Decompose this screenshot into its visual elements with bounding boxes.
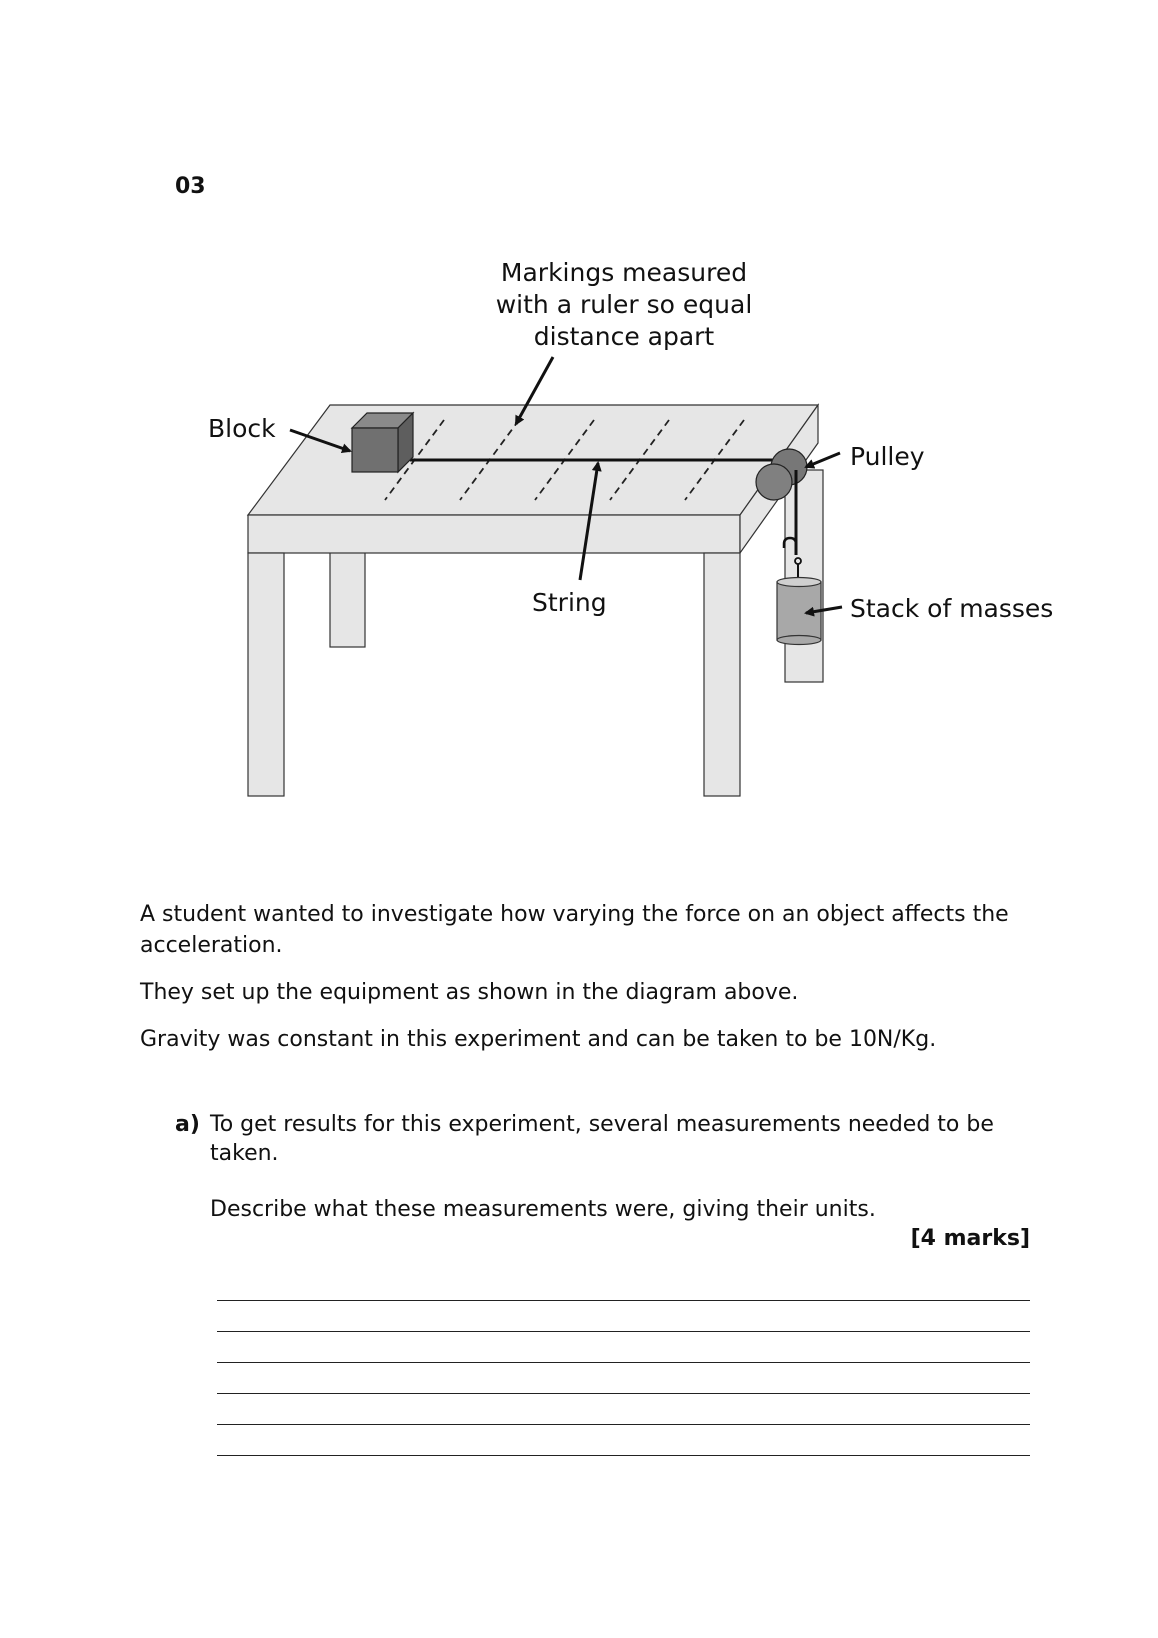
table-front-edge xyxy=(248,515,740,553)
markings-label-line2: with a ruler so equal xyxy=(495,290,753,319)
table-front-right-leg xyxy=(704,553,740,796)
string-label: String xyxy=(532,588,607,617)
part-a-description: Describe what these measurements were, giving their units. xyxy=(210,1197,876,1222)
intro-paragraph-1: A student wanted to investigate how varying the force on an object affects the acceleration. xyxy=(140,902,1009,958)
table-front-left-leg xyxy=(248,553,284,796)
table-back-right-leg xyxy=(785,470,823,682)
block xyxy=(352,413,413,472)
marks-label: [4 marks] xyxy=(910,1226,1030,1251)
pulley-label: Pulley xyxy=(850,442,925,471)
answer-line[interactable] xyxy=(217,1270,1030,1301)
intro-paragraph-2: They set up the equipment as shown in the diagram above. xyxy=(140,980,799,1005)
part-a-letter: a) xyxy=(175,1112,200,1137)
markings-label-line1: Markings measured xyxy=(500,258,748,287)
part-a-text: To get results for this experiment, several measurements needed to be taken. xyxy=(210,1112,994,1166)
block-label: Block xyxy=(208,414,276,443)
question-number: 03 xyxy=(175,174,206,199)
pulley-arrow xyxy=(806,453,840,467)
answer-line[interactable] xyxy=(217,1425,1030,1456)
intro-paragraph-3: Gravity was constant in this experiment and can be taken to be 10N/Kg. xyxy=(140,1027,937,1052)
answer-line[interactable] xyxy=(217,1301,1030,1332)
answer-area[interactable] xyxy=(217,1270,1030,1456)
answer-line[interactable] xyxy=(217,1394,1030,1425)
table-back-left-leg xyxy=(330,552,365,647)
answer-line[interactable] xyxy=(217,1363,1030,1394)
stack-label: Stack of masses xyxy=(850,594,1054,623)
markings-label-line3: distance apart xyxy=(533,322,715,351)
answer-line[interactable] xyxy=(217,1332,1030,1363)
